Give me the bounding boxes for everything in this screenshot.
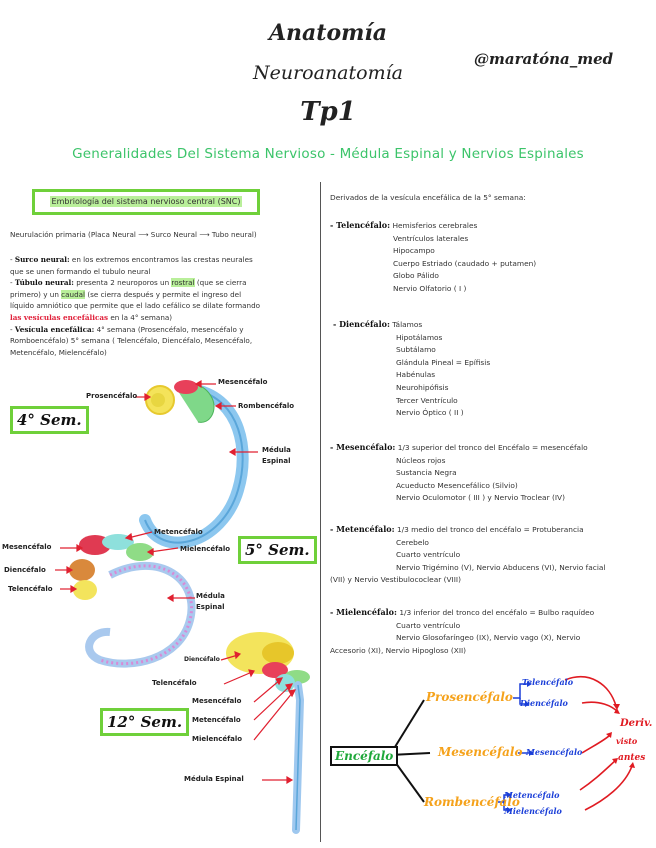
diencefalo-item-7: Nervio Óptico ( II ): [396, 408, 464, 418]
fig5-metencefalo: Metencéfalo: [154, 528, 203, 536]
diencefalo-section: [333, 318, 653, 420]
tubulo-label: Túbulo neural:: [14, 278, 74, 288]
telencefalo-item-2: Hipocampo: [393, 246, 435, 256]
fig5-mesencefalo: Mesencéfalo: [2, 543, 52, 551]
fig12-telencefalo: Telencéfalo: [152, 679, 197, 687]
mielencefalo-item-2: Accesorio (XI), Nervio Hipogloso (XII): [330, 645, 467, 655]
neural-groove-paragraph: - Surco neural: en los extremos encontramos las crestas neurales que se unen formando el tubulo neural - Túbulo neural: presenta 2 neuroporos un rostral (que se cierra primero) y un caudal (se cierra después y permite el ingreso del líquido amniótico que permite que el lado cefálico se dilate formando las vesículas encefálicas en la 4° semana) - Vesícula encefálica: 4° semana (Prosencéfalo, mesencéfalo y Romboencéfalo) 5° semana ( Telencéfalo, Diencéfalo, Mesencéfalo, Metencéfalo, Mielencéfalo): [10, 254, 315, 358]
tubulo-text-3: líquido amniótico que permite que el lado cefálico se dilate formando: [10, 301, 261, 311]
surco-text-2: que se unen formando el tubulo neural: [10, 266, 151, 276]
fig4-mesencefalo: Mesencéfalo: [218, 378, 268, 386]
embryo-figures: [0, 370, 320, 848]
mielencefalo-section: [330, 606, 652, 657]
fig5-diencefalo: Diencéfalo: [4, 566, 46, 574]
tubulo-text-2b: (se cierra después y permite el ingreso del: [87, 289, 242, 299]
diencefalo-item-0: Tálamos: [392, 320, 423, 329]
mesencefalo-label: - Mesencéfalo:: [330, 442, 396, 452]
surco-text-1: en los extremos encontramos las crestas neurales: [71, 255, 253, 264]
rostral-highlight: rostral: [171, 278, 195, 288]
metencefalo-item-1: Cuarto ventrículo: [396, 550, 461, 560]
mielencefalo-item-0: Cuarto ventrículo: [396, 620, 461, 630]
mielencefalo-label: - Mielencéfalo:: [330, 607, 397, 617]
metencefalo-item-0: Cerebelo: [396, 537, 429, 547]
deriv-label: Deriv.: [620, 718, 653, 729]
encefalo-node: Encéfalo: [330, 746, 398, 766]
tubulo-text-1b: (que se cierra: [196, 278, 247, 288]
fig12-medula-espinal: Médula Espinal: [184, 775, 244, 783]
telencefalo-section: [330, 219, 650, 296]
week4-label: 4° Sem.: [10, 406, 89, 434]
derivatives-intro: Derivados de la vesícula encefálica de la 5° semana:: [330, 193, 526, 202]
section-title: Tp1: [300, 97, 356, 127]
embryo-4-week: [145, 380, 243, 543]
mesencefalo-item-0: Núcleos rojos: [396, 455, 446, 465]
diencefalo-item-2: Subtálamo: [396, 345, 436, 355]
tubulo-text-4: en la 4° semana): [110, 312, 173, 322]
fig4-prosencefalo: Prosencéfalo: [86, 392, 138, 400]
telencefalo-item-5: Nervio Olfatorio ( I ): [393, 283, 467, 293]
telencefalo-label: - Telencéfalo:: [330, 220, 391, 230]
page-title: Anatomía: [268, 20, 388, 46]
mesencefalo-item-3: Nervio Oculomotor ( III ) y Nervio Troclear (IV): [396, 493, 565, 503]
embryology-box: [32, 189, 260, 215]
diencefalo-label: - Diencéfalo:: [333, 319, 390, 329]
vesicula-label: Vesícula encefálica:: [14, 324, 95, 334]
telencefalo-item-3: Cuerpo Estriado (caudado + putamen): [393, 258, 537, 268]
author-handle: @maratóna_med: [474, 50, 614, 68]
mielencefalo-item-1: Nervio Glosofaríngeo (IX), Nervio vago (X), Nervio: [396, 633, 581, 643]
metencefalo-first: 1/3 medio del tronco del encéfalo = Protuberancia: [396, 525, 584, 534]
diencefalo-item-3: Glándula Pineal = Epífisis: [396, 357, 491, 367]
diencefalo-item-6: Tercer Ventrículo: [396, 395, 458, 405]
tubulo-text-1a: presenta 2 neuroporos un: [76, 278, 170, 288]
neurulation-text: Neurulación primaria (Placa Neural ⟶ Surco Neural ⟶ Tubo neural): [10, 230, 257, 239]
mielencefalo-first: 1/3 inferior del tronco del encéfalo = Bulbo raquídeo: [399, 608, 595, 617]
week5-label: 5° Sem.: [238, 536, 317, 564]
fig5-espinal: Espinal: [196, 603, 225, 611]
vesicula-text-3: Metencéfalo, Mielencéfalo): [10, 347, 107, 357]
mesencefalo-item-2: Acueducto Mesencefálico (Silvio): [396, 480, 518, 490]
telencefalo-item-0: Hemisferios cerebrales: [392, 221, 478, 230]
fig4-rombencefalo: Rombencéfalo: [238, 402, 295, 410]
metencefalo-section: [330, 523, 652, 587]
tubulo-text-2a: primero) y un: [10, 289, 59, 299]
antes-label: antes: [618, 753, 646, 763]
telencefalo-item-1: Ventrículos laterales: [393, 233, 469, 243]
fig12-diencefalo: Diencéfalo: [184, 656, 220, 663]
fig12-metencefalo: Metencéfalo: [192, 716, 241, 724]
telencefalo-item-4: Globo Pálido: [393, 271, 439, 281]
diencefalo-item-1: Hipotálamos: [396, 332, 443, 342]
mesencefalo-derived-node: Mesencéfalo: [526, 747, 583, 757]
vesicula-text-1: 4° semana (Prosencéfalo, mesencéfalo y: [96, 324, 244, 334]
metencefalo-item-2: Nervio Trigémino (V), Nervio Abducens (VI), Nervio facial: [396, 562, 606, 572]
vesicula-text-2: Romboencéfalo) 5° semana ( Telencéfalo, Diencéfalo, Mesencéfalo,: [10, 336, 253, 346]
prosencefalo-node: Prosencéfalo: [426, 690, 513, 704]
mesencefalo-node: Mesencéfalo: [438, 745, 523, 759]
topic-heading: Generalidades Del Sistema Nervioso - Médula Espinal y Nervios Espinales: [72, 146, 584, 162]
vesiculas-highlight: las vesículas encefálicas: [10, 312, 109, 322]
week12-label: 12° Sem.: [100, 708, 189, 736]
mesencefalo-section: [330, 441, 652, 505]
fig4-medula: Médula: [262, 446, 291, 454]
embryo-12-week: [226, 632, 310, 830]
metencefalo-label: - Metencéfalo:: [330, 524, 395, 534]
page-subtitle: Neuroanatomía: [252, 62, 403, 84]
diencefalo-node: Diencéfalo: [520, 698, 568, 708]
diencefalo-item-5: Neurohipófisis: [396, 382, 449, 392]
mielencefalo-node: Mielencéfalo: [504, 806, 562, 816]
fig12-mielencefalo: Mielencéfalo: [192, 735, 243, 743]
mesencefalo-item-1: Sustancia Negra: [396, 468, 457, 478]
fig4-espinal: Espinal: [262, 457, 291, 465]
diencefalo-item-4: Habénulas: [396, 370, 436, 380]
mesencefalo-first: 1/3 superior del tronco del Encéfalo = mesencéfalo: [397, 443, 588, 452]
metencefalo-node: Metencéfalo: [504, 790, 560, 800]
visto-label: visto: [616, 736, 638, 746]
metencefalo-item-3: (VII) y Nervio Vestibulococlear (VIII): [330, 575, 461, 585]
surco-label: Surco neural:: [14, 255, 70, 264]
telencefalo-node: Telencéfalo: [522, 677, 574, 687]
caudal-highlight: caudal: [61, 289, 86, 299]
fig5-mielencefalo: Mielencéfalo: [180, 545, 231, 553]
fig12-mesencefalo: Mesencéfalo: [192, 697, 242, 705]
fig5-medula: Médula: [196, 592, 225, 600]
fig5-telencefalo: Telencéfalo: [8, 585, 53, 593]
embryology-title: Embriología del sistema nervioso central (SNC): [51, 197, 241, 206]
rombencefalo-node: Rombencéfalo: [424, 795, 520, 809]
